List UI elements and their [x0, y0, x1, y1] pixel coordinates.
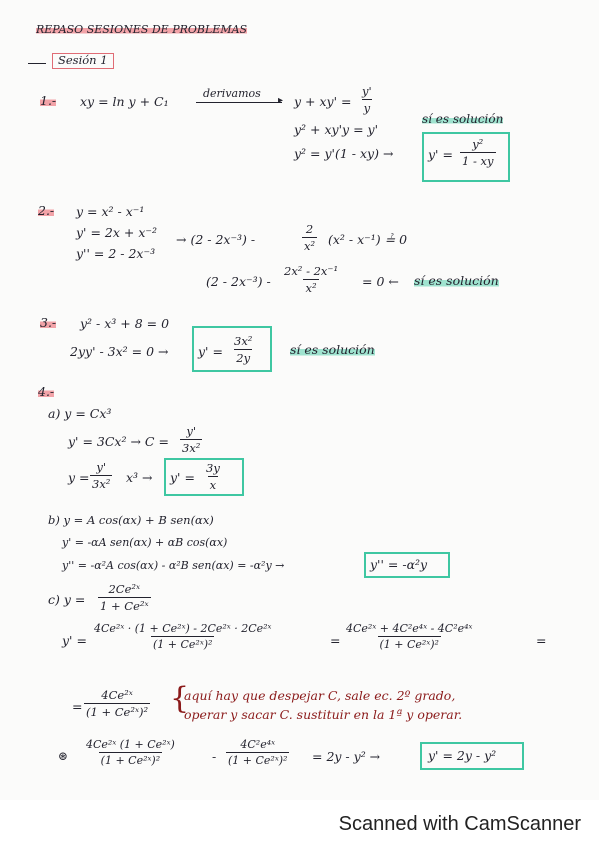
problem-number: 3.- [40, 315, 57, 330]
problem2-check1-fraction: $\frac{2}{\text{x²}}$ [304, 222, 316, 253]
problem1-arrow [196, 102, 282, 103]
problem-number: 1.- [40, 93, 57, 108]
problem4c-final-minus: - [212, 749, 217, 764]
problem3-verdict: sí es solución [290, 342, 375, 357]
problem4c-yp-fraction1: $\frac{\text{4Ce²ˣ · (1 + Ce²ˣ) - 2Ce²ˣ · 2Ce²ˣ}}{\text{(1 + Ce²ˣ)²}}$ [94, 622, 272, 651]
problem1-result-lhs: y' = [428, 147, 453, 162]
equivalence-symbol-icon: ⊛ [58, 749, 69, 763]
problem4a-result-fraction: $\frac{3y}{x}$ [206, 461, 220, 492]
problem2-check2-a: (2 - 2x⁻³) - [206, 274, 271, 289]
problem4b-line2: y' = -αA sen(αx) + αB cos(αx) [62, 536, 228, 549]
problem1-step2: y² + xy'y = y' [294, 122, 379, 137]
problem-number: 4.- [38, 384, 55, 399]
session-dash [28, 63, 46, 64]
problem4a-line3-lhs: y = [68, 470, 90, 485]
problem1-verdict: sí es solución [422, 112, 504, 126]
page-title: REPASO SESIONES DE PROBLEMAS [36, 23, 248, 36]
problem4b-line1: b) y = A cos(αx) + B sen(αx) [48, 513, 214, 527]
problem4a-line1: a) y = Cx³ [48, 406, 112, 421]
problem2-verdict: sí es solución [414, 273, 499, 288]
arrow-head-icon: ▸ [278, 95, 284, 106]
problem4c-yp-fraction2: $\frac{\text{4Ce²ˣ + 4C²e⁴ˣ - 4C²e⁴ˣ}}{\text{(1 + Ce²ˣ)²}}$ [346, 622, 473, 651]
problem2-line1: y = x² - x⁻¹ [76, 204, 145, 219]
problem1-step3: y² = y'(1 - xy) → [294, 146, 394, 161]
problem4c-yp-end: = [536, 633, 547, 648]
problem4a-line2: y' = 3Cx² → C = [68, 434, 169, 449]
problem4c-simp-fraction: $\frac{\text{4Ce²ˣ}}{\text{(1 + Ce²ˣ)²}}$ [86, 688, 149, 719]
problem3-line1: y² - x³ + 8 = 0 [80, 316, 170, 331]
problem3-line2: 2yy' - 3x² = 0 → [70, 344, 169, 359]
problem1-step1: y + xy' = [294, 94, 352, 109]
problem1-equation: xy = ln y + C₁ [80, 94, 169, 109]
problem4c-line1-fraction: $\frac{\text{2Ce²ˣ}}{\text{1 + Ce²ˣ}}$ [100, 582, 149, 613]
problem2-check2-b: = 0 ← [362, 274, 399, 289]
problem4b-result: y'' = -α²y [370, 557, 428, 572]
problem4a-result-lhs: y' = [170, 470, 195, 485]
note-brace: { [170, 681, 190, 716]
problem4c-yp-eq: = [330, 633, 341, 648]
problem3-result-lhs: y' = [198, 344, 223, 359]
problem4a-c-fraction: $\frac{y'}{\text{3x²}}$ [182, 424, 201, 455]
problem1-arrow-label: derivamos [203, 87, 261, 100]
problem4c-simp-eq: = [72, 699, 83, 714]
problem4a-line3-rhs: x³ → [126, 470, 153, 485]
problem2-line3: y'' = 2 - 2x⁻³ [76, 246, 156, 261]
problem4c-yp-lhs: y' = [62, 633, 87, 648]
problem4c-final-fraction2: $\frac{\text{4C²e⁴ˣ}}{\text{(1 + Ce²ˣ)²}}$ [228, 738, 288, 767]
problem4c-final-fraction1: $\frac{\text{4Ce²ˣ (1 + Ce²ˣ)}}{\text{(1 + Ce²ˣ)²}}$ [86, 738, 175, 767]
problem1-result-fraction: $\frac{\text{y²}}{1 - xy}$ [462, 137, 494, 168]
problem3-result-fraction: $\frac{\text{3x²}}{2y}$ [234, 334, 253, 365]
problem4c-final-rhs: = 2y - y² → [312, 749, 381, 764]
session-label: Sesión 1 [52, 53, 114, 69]
problem2-check1-a: → (2 - 2x⁻³) - [176, 232, 256, 247]
problem1-step1-fraction: $\frac{y'}{y}$ [362, 84, 372, 115]
scanner-footer [0, 800, 599, 848]
problem4c-result: y' = 2y - y² [428, 748, 497, 763]
problem4b-line3: y'' = -α²A cos(αx) - α²B sen(αx) = -α²y → [62, 559, 285, 572]
problem4a-line3-fraction: $\frac{y'}{\text{3x²}}$ [92, 460, 111, 491]
scanner-watermark: Scanned with CamScanner [338, 813, 581, 835]
problem-number: 2.- [38, 203, 55, 218]
problem2-line2: y' = 2x + x⁻² [76, 225, 157, 240]
problem2-check1-b: (x² - x⁻¹) ≟ 0 [328, 232, 408, 247]
problem4c-line1-lhs: c) y = [48, 592, 86, 607]
problem4c-note-line1: aquí hay que despejar C, sale ec. 2º grado, [184, 688, 456, 703]
problem4c-note-line2: operar y sacar C. sustituir en la 1ª y operar. [184, 707, 463, 722]
problem2-check2-fraction: $\frac{\text{2x² - 2x⁻¹}}{\text{x²}}$ [284, 264, 339, 295]
